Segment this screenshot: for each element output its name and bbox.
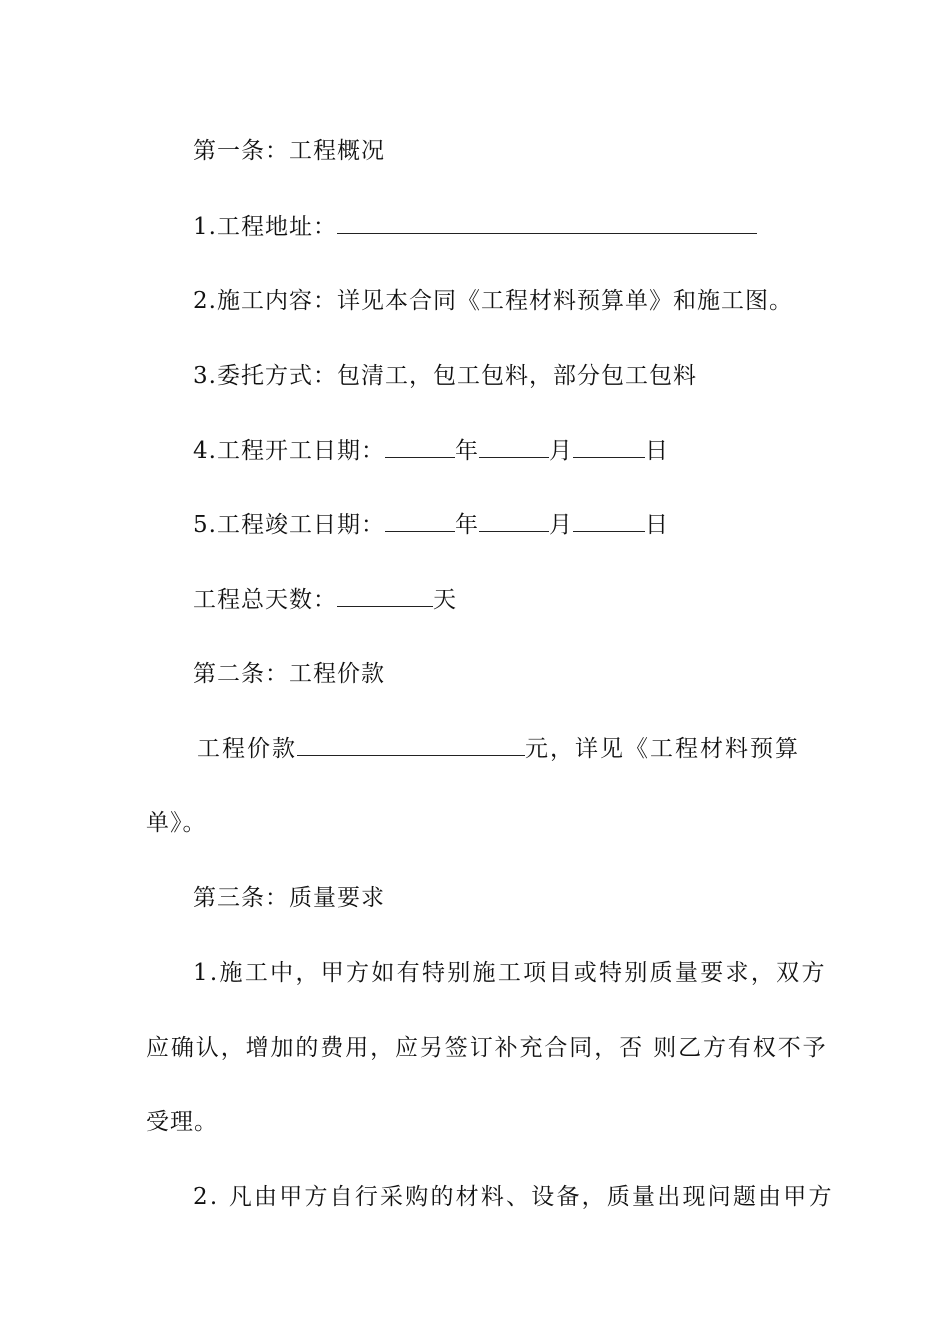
method-text: 3.委托方式：包清工，包工包料，部分包工包料 xyxy=(193,363,697,389)
end-month-char: 月 xyxy=(548,512,573,538)
article3-heading xyxy=(193,883,385,913)
address-line xyxy=(193,212,757,242)
total-days-line xyxy=(193,585,457,615)
start-date-line xyxy=(193,436,669,466)
price-label: 工程价款 xyxy=(197,736,297,762)
address-label: 1.工程地址： xyxy=(193,214,337,240)
article3-heading-text: 第三条：质量要求 xyxy=(193,885,385,911)
start-year-blank xyxy=(385,437,455,458)
price-continuation: 单》。 xyxy=(146,810,207,836)
end-date-label: 5.工程竣工日期： xyxy=(193,512,385,538)
content-line xyxy=(193,286,793,316)
price-continuation-line xyxy=(146,808,207,838)
end-date-line xyxy=(193,510,669,540)
start-day-char: 日 xyxy=(644,438,669,464)
price-line xyxy=(197,734,800,764)
quality-item1-line2 xyxy=(146,1033,828,1063)
article1-heading xyxy=(193,136,385,166)
method-line xyxy=(193,361,697,391)
start-day-blank xyxy=(573,437,645,458)
address-blank xyxy=(337,213,757,234)
price-blank xyxy=(297,735,525,756)
quality-item1-text2: 应确认，增加的费用，应另签订补充合同，否 则乙方有权不予 xyxy=(146,1035,828,1061)
article2-heading xyxy=(193,659,385,689)
price-suffix: 元，详见《工程材料预算 xyxy=(525,736,800,762)
start-date-label: 4.工程开工日期： xyxy=(193,438,385,464)
end-year-char: 年 xyxy=(454,512,479,538)
total-days-blank xyxy=(337,586,433,607)
end-month-blank xyxy=(479,511,549,532)
quality-item2-text1: 2. 凡由甲方自行采购的材料、设备，质量出现问题由甲方 xyxy=(193,1184,834,1210)
quality-item1-line1 xyxy=(193,958,827,988)
quality-item2-line1 xyxy=(193,1182,834,1212)
start-year-char: 年 xyxy=(454,438,479,464)
start-month-blank xyxy=(479,437,549,458)
quality-item1-text1: 1.施工中，甲方如有特别施工项目或特别质量要求，双方 xyxy=(193,960,827,986)
content-text: 2.施工内容：详见本合同《工程材料预算单》和施工图。 xyxy=(193,288,793,314)
end-year-blank xyxy=(385,511,455,532)
quality-item1-line3 xyxy=(146,1107,218,1137)
total-days-label: 工程总天数： xyxy=(193,587,337,613)
quality-item1-text3: 受理。 xyxy=(146,1109,218,1135)
article2-heading-text: 第二条：工程价款 xyxy=(193,661,385,687)
end-day-blank xyxy=(573,511,645,532)
days-char: 天 xyxy=(433,587,457,613)
start-month-char: 月 xyxy=(548,438,573,464)
end-day-char: 日 xyxy=(644,512,669,538)
article1-heading-text: 第一条：工程概况 xyxy=(193,138,385,164)
